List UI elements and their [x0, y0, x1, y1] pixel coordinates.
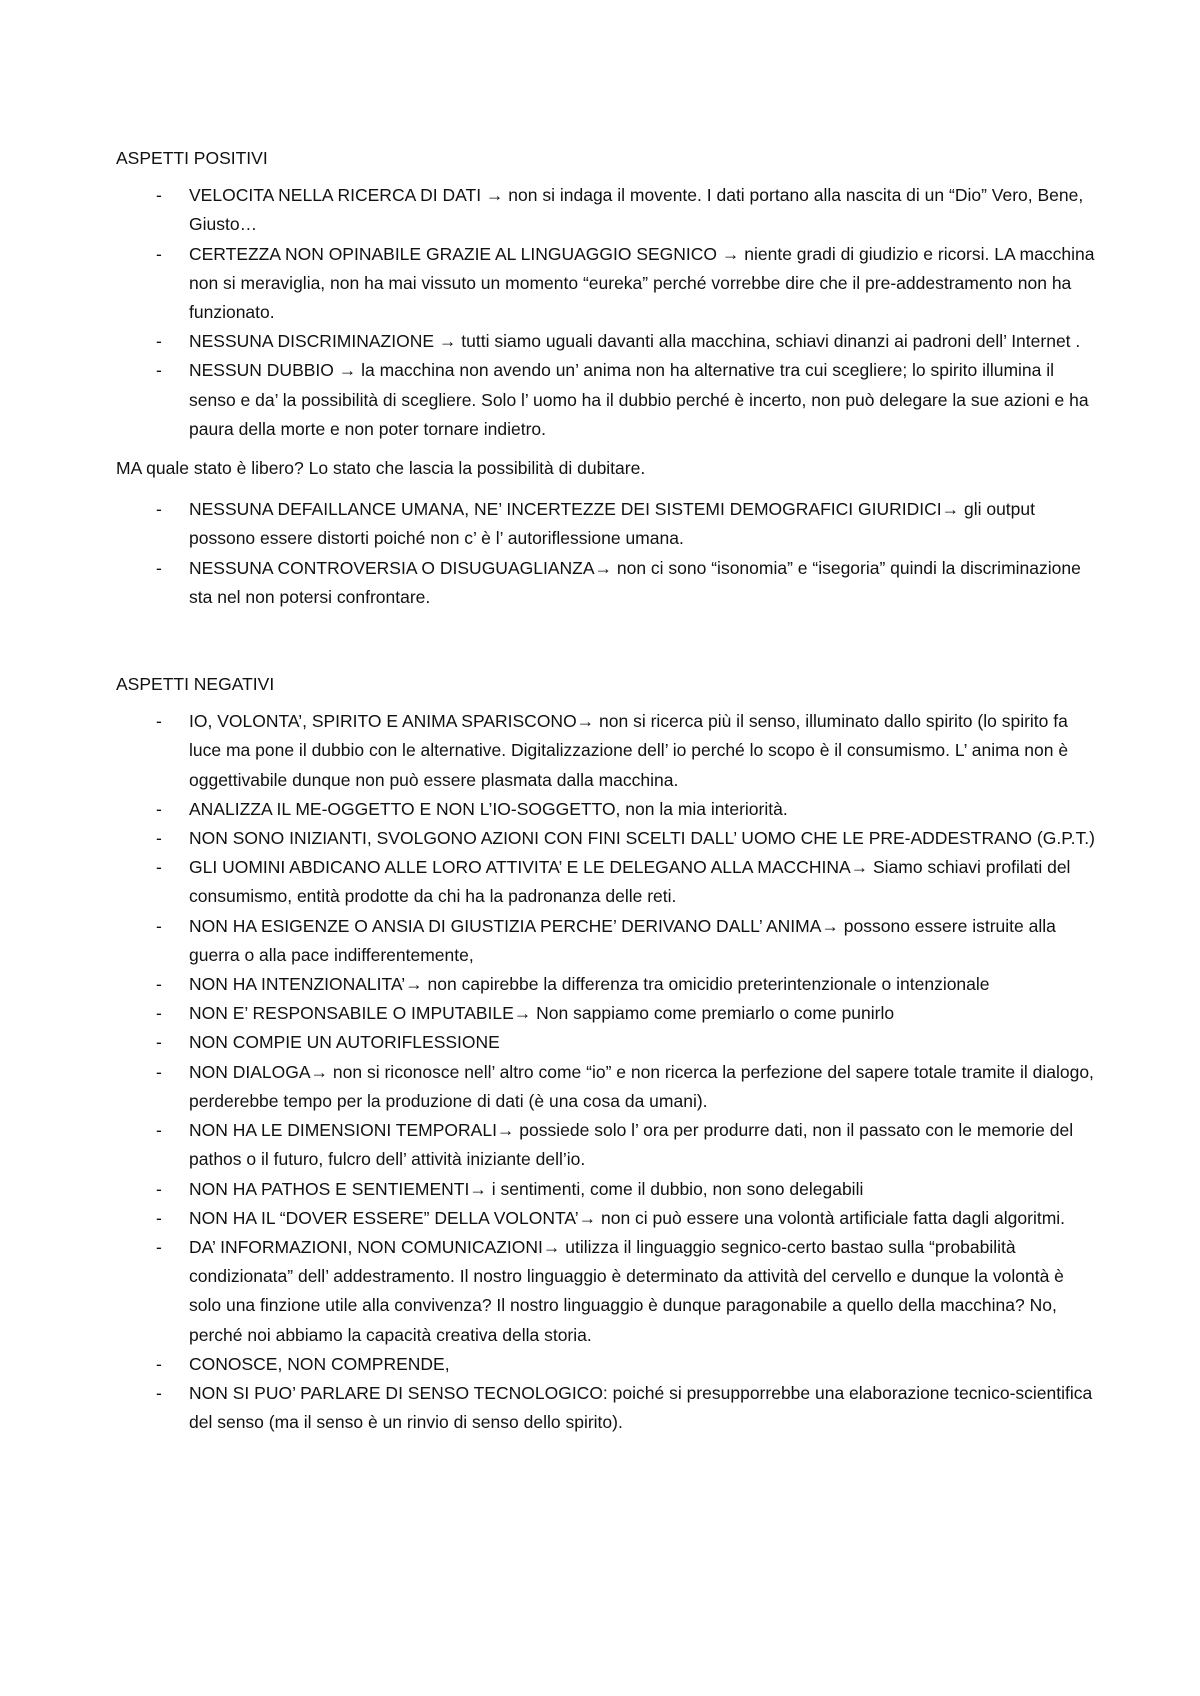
bullet-dash: - [156, 360, 162, 381]
item-text: NON HA ESIGENZE O ANSIA DI GIUSTIZIA PERCHE’ DERIVANO DALL’ ANIMA→ possono essere istruite alla guerra o alla pace indifferentemente, [189, 915, 1056, 965]
item-text: NESSUNA CONTROVERSIA O DISUGUAGLIANZA→ non ci sono “isonomia” e “isegoria” quindi la discriminazione sta nel non potersi confrontare. [189, 557, 1081, 607]
document-page [116, 144, 1096, 1437]
list-negative [116, 707, 1096, 1437]
bullet-dash: - [156, 1207, 162, 1228]
list-item [116, 970, 1096, 999]
item-text: VELOCITA NELLA RICERCA DI DATI → non si indaga il movente. I dati portano alla nascita di un “Dio” Vero, Bene, Giusto… [189, 185, 1084, 235]
item-text: NON HA IL “DOVER ESSERE” DELLA VOLONTA’→ non ci può essere una volontà artificiale fatta dagli algoritmi. [189, 1207, 1066, 1228]
bullet-dash: - [156, 915, 162, 936]
item-text: GLI UOMINI ABDICANO ALLE LORO ATTIVITA’ E LE DELEGANO ALLA MACCHINA→ Siamo schiavi profilati del consumismo, entità prodotte da chi ha la padronanza delle reti. [189, 857, 1071, 907]
bullet-dash: - [156, 1120, 162, 1141]
bullet-dash: - [156, 1382, 162, 1403]
item-text: NON E’ RESPONSABILE O IMPUTABILE→ Non sappiamo come premiarlo o come punirlo [189, 1003, 895, 1024]
item-text: CONOSCE, NON COMPRENDE, [189, 1353, 450, 1374]
list-item [116, 1379, 1096, 1437]
heading-positive: ASPETTI POSITIVI [116, 148, 268, 168]
bullet-dash: - [156, 828, 162, 849]
bullet-dash: - [156, 1003, 162, 1024]
item-text: NON HA INTENZIONALITA’→ non capirebbe la differenza tra omicidio preterintenzionale o intenzionale [189, 974, 990, 995]
list-item [116, 356, 1096, 444]
item-text: NON HA LE DIMENSIONI TEMPORALI→ possiede solo l’ ora per produrre dati, non il passato con le memorie del pathos o il futuro, fulcro dell’ attività iniziante dell’io. [189, 1120, 1074, 1170]
list-positive [116, 181, 1096, 444]
item-text: NESSUNA DISCRIMINAZIONE → tutti siamo uguali davanti alla macchina, schiavi dinanzi ai padroni dell’ Internet . [189, 331, 1081, 352]
list-item [116, 795, 1096, 824]
bullet-dash: - [156, 1353, 162, 1374]
bullet-dash: - [156, 974, 162, 995]
item-text: NESSUN DUBBIO → la macchina non avendo un’ anima non ha alternative tra cui scegliere; lo spirito illumina il senso e da’ la possibilità di scegliere. Solo l’ uomo ha il dubbio perché è incerto, non può delegare la sue azioni e ha paura della morte e non poter tornare indietro. [189, 360, 1089, 439]
list-item [116, 181, 1096, 239]
item-text: ANALIZZA IL ME-OGGETTO E NON L’IO-SOGGETTO, non la mia interiorità. [189, 798, 788, 819]
bullet-dash: - [156, 711, 162, 732]
bullet-dash: - [156, 185, 162, 206]
list-item [116, 824, 1096, 853]
item-text: NON HA PATHOS E SENTIEMENTI→ i sentimenti, come il dubbio, non sono delegabili [189, 1178, 864, 1199]
list-item [116, 1116, 1096, 1174]
list-item [116, 1350, 1096, 1379]
item-text: DA’ INFORMAZIONI, NON COMUNICAZIONI→ utilizza il linguaggio segnico-certo bastao sulla “probabilità condizionata” dell’ addestramento. Il nostro linguaggio è determinato da attività del cervello e dunque la volontà è solo una finzione utile alla convivenza? Il nostro linguaggio è dunque paragonabile a quello della macchina? No, perché noi abbiamo la capacità creativa della storia. [189, 1236, 1064, 1345]
bullet-dash: - [156, 1032, 162, 1053]
list-item [116, 495, 1096, 553]
list-item [116, 1028, 1096, 1057]
list-item [116, 707, 1096, 795]
bullet-dash: - [156, 1178, 162, 1199]
list-item [116, 1233, 1096, 1350]
bullet-dash: - [156, 1236, 162, 1257]
list-item [116, 853, 1096, 911]
list-item [116, 1204, 1096, 1233]
item-text: NON DIALOGA→ non si riconosce nell’ altro come “io” e non ricerca la perfezione del sapere totale tramite il dialogo, perderebbe tempo per la produzione di dati (è una cosa da umani). [189, 1061, 1094, 1111]
paragraph-free-state: MA quale stato è libero? Lo stato che lascia la possibilità di dubitare. [116, 458, 646, 479]
heading-negative: ASPETTI NEGATIVI [116, 674, 275, 695]
list-item [116, 240, 1096, 328]
item-text: IO, VOLONTA’, SPIRITO E ANIMA SPARISCONO→ non si ricerca più il senso, illuminato dallo spirito (lo spirito fa luce ma pone il dubbio con le alternative. Digitalizzazione dell’ io perché lo scopo è il consumismo. L’ anima non è oggettivabile dunque non può essere plasmata dalla macchina. [189, 711, 1069, 790]
list-item [116, 1175, 1096, 1204]
list-item [116, 1058, 1096, 1116]
bullet-dash: - [156, 557, 162, 578]
item-text: NON COMPIE UN AUTORIFLESSIONE [189, 1032, 500, 1053]
list-item [116, 554, 1096, 612]
bullet-dash: - [156, 857, 162, 878]
list-item [116, 999, 1096, 1028]
bullet-dash: - [156, 499, 162, 520]
item-text: NON SI PUO’ PARLARE DI SENSO TECNOLOGICO: poiché si presupporrebbe una elaborazione tecnico-scientifica del senso (ma il senso è un rinvio di senso dello spirito). [189, 1382, 1093, 1433]
bullet-dash: - [156, 243, 162, 264]
list-positive-continued [116, 495, 1096, 612]
item-text: CERTEZZA NON OPINABILE GRAZIE AL LINGUAGGIO SEGNICO → niente gradi di giudizio e ricorsi. LA macchina non si meraviglia, non ha mai vissuto un momento “eureka” perché vorrebbe dire che il pre-addestramento non ha funzionato. [189, 243, 1095, 323]
bullet-dash: - [156, 1061, 162, 1082]
bullet-dash: - [156, 798, 162, 819]
list-item [116, 912, 1096, 970]
list-item [116, 327, 1096, 356]
item-text: NESSUNA DEFAILLANCE UMANA, NE’ INCERTEZZE DEI SISTEMI DEMOGRAFICI GIURIDICI→ gli output possono essere distorti poiché non c’ è l’ autoriflessione umana. [189, 499, 1035, 549]
item-text: NON SONO INIZIANTI, SVOLGONO AZIONI CON FINI SCELTI DALL’ UOMO CHE LE PRE-ADDESTRANO (G.P.T.) [189, 828, 1095, 849]
bullet-dash: - [156, 331, 162, 352]
